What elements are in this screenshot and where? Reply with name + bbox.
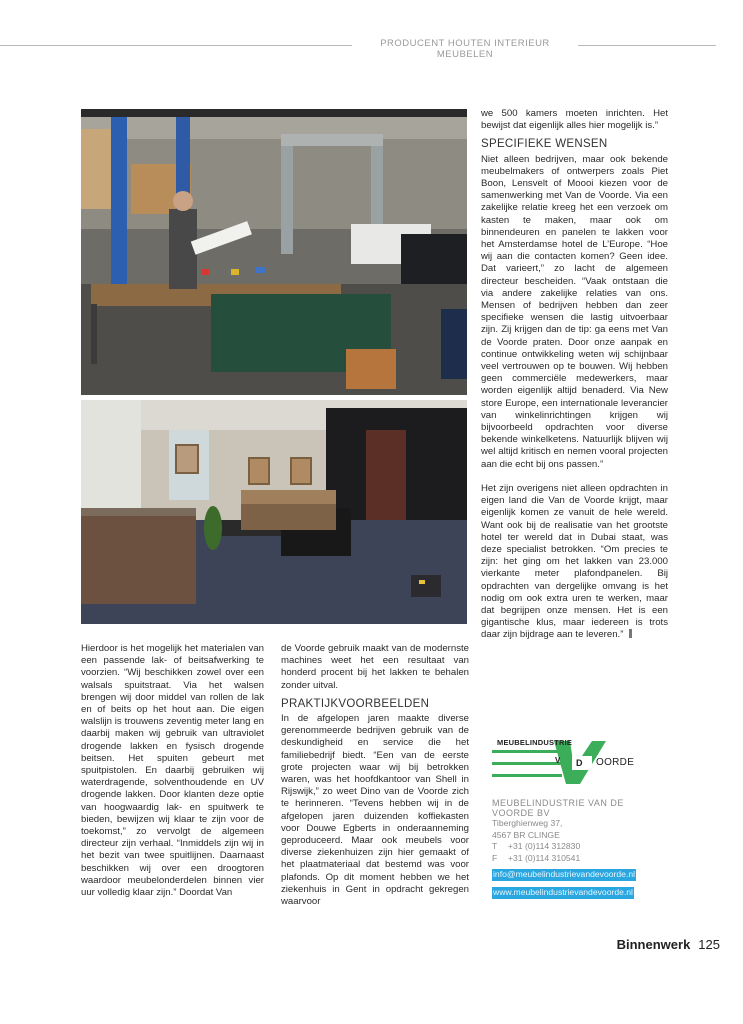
header-rule-left (0, 45, 352, 46)
body-paragraph: In de afgelopen jaren maakte diverse gerenommeerde bedrijven gebruik van de deskundigheid en service die het familiebedrijf biedt. “Een van de eerste grote projecten waar wij bij betrokken waren, was het hoofdkantoor van Shell in Rijswijk,” zo weet Dino van de Voorde zich te herinneren. “Tevens hebben wij in de afgelopen jaren duizenden koffiekasten voor Douwe Egberts in onderaanneming geproduceerd. Maar ook meubels voor diverse ziekenhuizen zijn hier gemaakt of het plaatmateriaal dat bestemd was voor plafonds. Op dit moment hebben we het ziekenhuis in Gent in opdracht gekregen waarvoor (281, 713, 469, 908)
company-postal: 4567 BR CLINGE (492, 829, 560, 840)
fax-number: +31 (0)114 310541 (508, 852, 581, 863)
fax-label: F (492, 852, 498, 863)
company-info (492, 738, 652, 900)
end-mark-icon (629, 629, 632, 638)
logo-top-text: MEUBELINDUSTRIE (497, 738, 573, 747)
workshop-photo (81, 109, 467, 395)
section-heading: PRAKTIJKVOORBEELDEN (281, 697, 430, 710)
section-heading: SPECIFIEKE WENSEN (481, 138, 608, 151)
page-number: 125 (698, 937, 720, 952)
logo-oorde-text: OORDE (596, 757, 635, 768)
body-paragraph: we 500 kamers moeten inrichten. Het bewijst dat eigenlijk alles hier mogelijk is.” (481, 108, 668, 132)
body-paragraph: Hierdoor is het mogelijk het materialen van een passende lak- of beitsafwerking te voorzien. “Wij beschikken zowel over een walsals spuitstraat. Via het walsen brengen wij door middel van rollen de lak en of beits op het hout aan. Die eigen walslijn is trouwens zeventig meter lang en daarbij maken wij gebruik van ultraviolet drogende lakken en fysisch drogende beitsen. Het spuiten gebeurt met spuitpistolen. En daarbij gebruiken wij waterdragende, solventhoudende en UV drogende lakken. Door klanten deze optie van hoogwaardig lak- en spuitwerk te bieden, bewijzen wij klaar te zijn voor de toekomst,” zo vervolgt de algemeen directeur zijn verhaal. “Inmiddels zijn wij in het bezit van twee spuitlijnen. Daarnaast beschikken wij over een droogtoren waardoor meubelonderdelen binnen vier uur volledig klaar zijn.” Doordat Van (81, 643, 264, 899)
company-fax (492, 853, 652, 865)
section-label: PRODUCENT HOUTEN INTERIEUR MEUBELEN (380, 38, 550, 60)
phone-number: +31 (0)114 312830 (508, 841, 581, 851)
company-logo (492, 738, 635, 788)
email-link[interactable]: info@meubelindustrievandevoorde.nl (493, 869, 636, 879)
showroom-illustration (81, 400, 467, 624)
website-link[interactable]: www.meubelindustrievandevoorde.nl (493, 887, 633, 897)
publication-name: Binnenwerk (616, 937, 691, 952)
header-rule-right (578, 45, 716, 46)
body-paragraph: de Voorde gebruik maakt van de modernste machines weet het een resultaat van honderd procent bij het lakken te behalen zonder uitval. (281, 643, 469, 691)
company-phone (492, 841, 652, 853)
company-street: Tiberghienweg 37, (492, 818, 563, 828)
logo-v-text: V (555, 756, 561, 765)
body-text: Het zijn overigens niet alleen opdrachten in eigen land die Van de Voorde krijgt, maar eigenlijk komen ze vanuit de hele wereld. Want ook bij de realisatie van het grootste hotel ter wereld dat in Dubai staat, was deze specialist betrokken. “Om precies te zijn: het ging om het lakken van 23.000 vierkante meter plafondpanelen. Bij opdrachten van dergelijke omvang is het nodig om ook extra uren te werken, maar dat begrijpen onze mensen. Het is een gigantische klus, maar iedereen is trots daar zijn bijdrage aan te leveren.” (481, 482, 668, 641)
logo-d-text: D (576, 758, 583, 768)
column-left (81, 643, 264, 899)
body-paragraph-last (481, 483, 668, 642)
workshop-illustration (81, 109, 467, 395)
company-name: MEUBELINDUSTRIE VAN DE VOORDE BV (492, 798, 624, 818)
phone-label: T (492, 841, 498, 851)
showroom-photo (81, 400, 467, 624)
column-right (481, 108, 668, 642)
page-footer (617, 937, 720, 952)
body-paragraph: Niet alleen bedrijven, maar ook bekende meubelmakers of ontwerpers zoals Piet Boon, Lensvelt of Moooi kiezen voor de samenwerking met Van de Voorde. Via een zakelijke relatie kreeg het een verzoek om kasten te maken, maar ook om binnendeuren en panelen te lakken voor het Amsterdamse hotel de L’Europe. “Hoe wij aan die contacten komen? Geen idee. Dat varieert,” zo lacht de algemeen directeur bescheiden. “Vaak ontstaan die via andere zakelijke relaties van ons. Mensen of bedrijven hebben dan zeer specifieke wensen die lastig uitvoerbaar zijn. Zij krijgen dan de tip: ga eens met Van de Voorde praten. Door onze aanpak en continue ontwikkeling weten wij schijnbaar veel vertrouwen op te bouwen. Wij hebben geen commerciële medewerkers, maar worden eigenlijk altijd benaderd. Via New store Europe, een internationale leverancier van winkelinrichtingen krijgen wij bijvoorbeeld opdrachten voor diverse bekende winkelketens. Natuurlijk blijven wij wel altijd kritisch en nemen vooral projecten aan die echt bij ons passen.” (481, 153, 668, 470)
column-middle (281, 643, 469, 908)
